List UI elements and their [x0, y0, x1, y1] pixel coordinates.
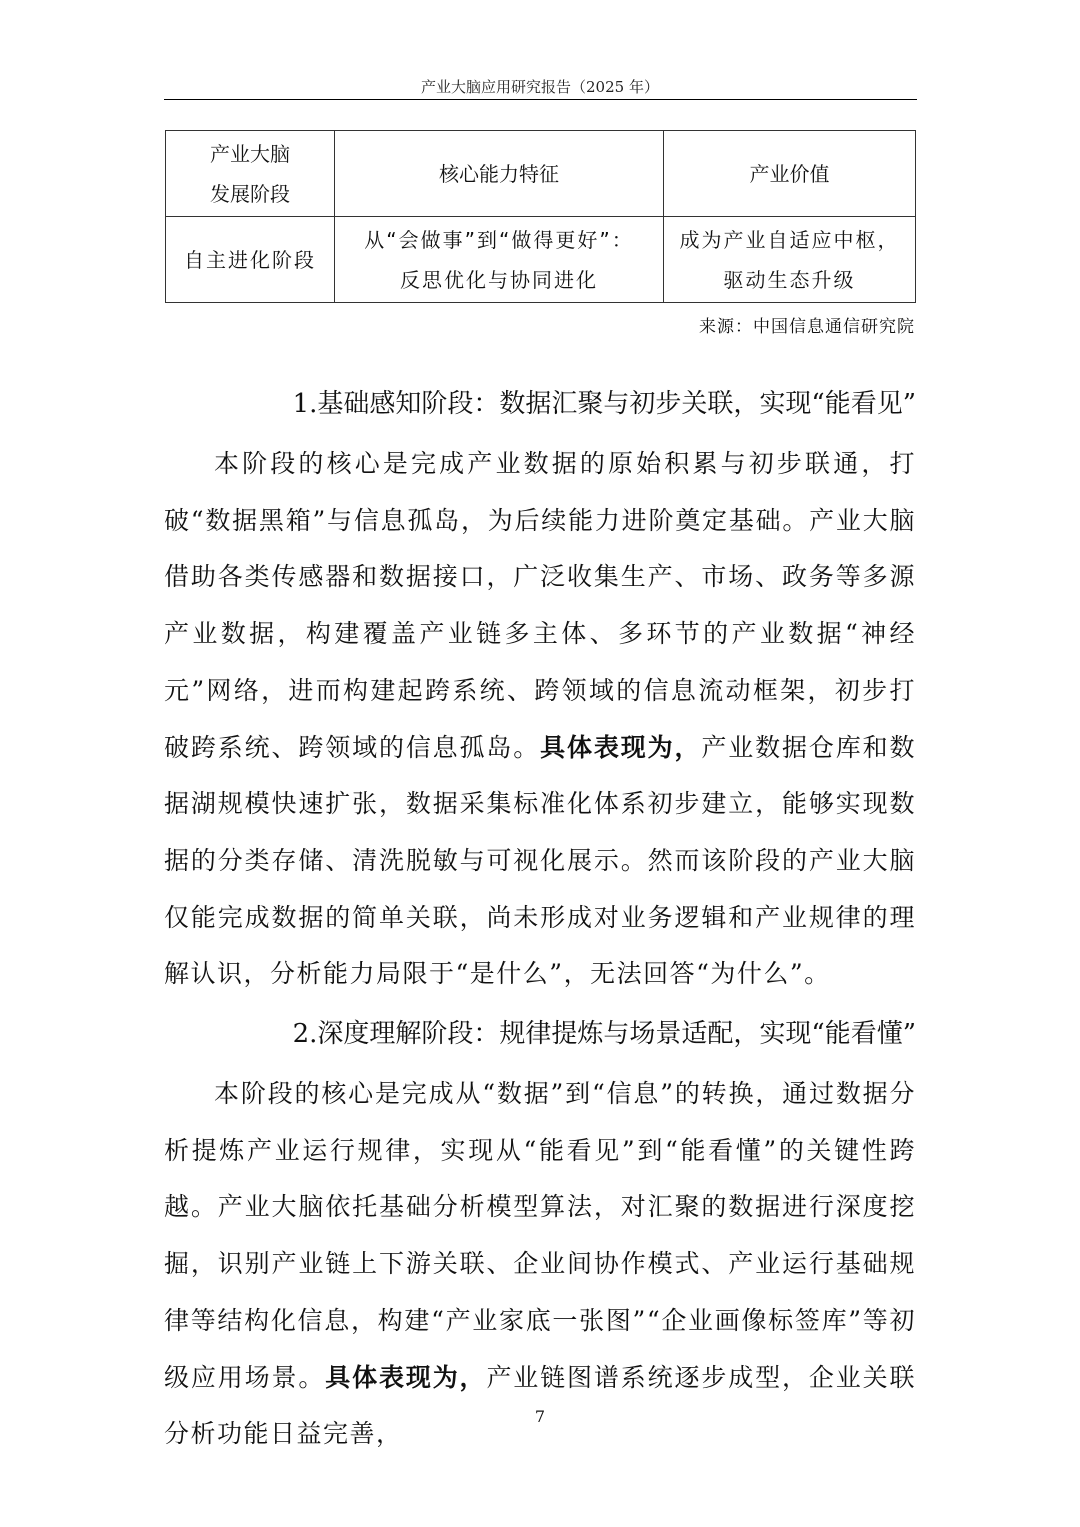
cell-capability: 从“会做事”到“做得更好”： 反思优化与协同进化 [335, 217, 664, 303]
cell-stage: 自主进化阶段 [166, 217, 335, 303]
stage-table [165, 130, 916, 303]
table-row [166, 217, 916, 303]
source-note: 来源：中国信息通信研究院 [699, 317, 915, 337]
section2-text-b: 产业链图谱系统逐步成型，企业关联分析功能日益完善， [164, 1362, 916, 1449]
section2-paragraph [164, 1066, 916, 1463]
page-number: 7 [534, 1407, 546, 1426]
section1-bold: 具体表现为， [540, 732, 702, 762]
section2-heading: 2.深度理解阶段：规律提炼与场景适配，实现“能看懂” [292, 1019, 916, 1049]
section2-text-a: 本阶段的核心是完成从“数据”到“信息”的转换，通过数据分析提炼产业运行规律，实现从“能看见”到“能看懂”的关键性跨越。产业大脑依托基础分析模型算法，对汇聚的数据进行深度挖掘，识别产业链上下游关联、企业间协作模式、产业运行基础规律等结构化信息，构建“产业家底一张图”“企业画像标签库”等初级应用场景。 [164, 1079, 916, 1392]
cell-value: 成为产业自适应中枢， 驱动生态升级 [664, 217, 916, 303]
section1-paragraph [164, 436, 916, 1003]
section1-heading: 1.基础感知阶段：数据汇聚与初步关联，实现“能看见” [292, 389, 916, 419]
header-rule [164, 99, 917, 100]
header-stage: 产业大脑 发展阶段 [166, 131, 335, 217]
section1-text-a: 本阶段的核心是完成产业数据的原始积累与初步联通，打破“数据黑箱”与信息孤岛，为后续能力进阶奠定基础。产业大脑借助各类传感器和数据接口，广泛收集生产、市场、政务等多源产业数据，构建覆盖产业链多主体、多环节的产业数据“神经元”网络，进而构建起跨系统、跨领域的信息流动框架，初步打破跨系统、跨领域的信息孤岛。 [164, 449, 916, 762]
header-capability: 核心能力特征 [335, 131, 664, 217]
running-header: 产业大脑应用研究报告（2025 年） [421, 78, 659, 96]
section2-bold: 具体表现为， [325, 1362, 487, 1392]
header-value: 产业价值 [664, 131, 916, 217]
section1-text-b: 产业数据仓库和数据湖规模快速扩张，数据采集标准化体系初步建立，能够实现数据的分类存储、清洗脱敏与可视化展示。然而该阶段的产业大脑仅能完成数据的简单关联，尚未形成对业务逻辑和产业规律的理解认识，分析能力局限于“是什么”，无法回答“为什么”。 [164, 732, 916, 989]
table-header-row [166, 131, 916, 217]
